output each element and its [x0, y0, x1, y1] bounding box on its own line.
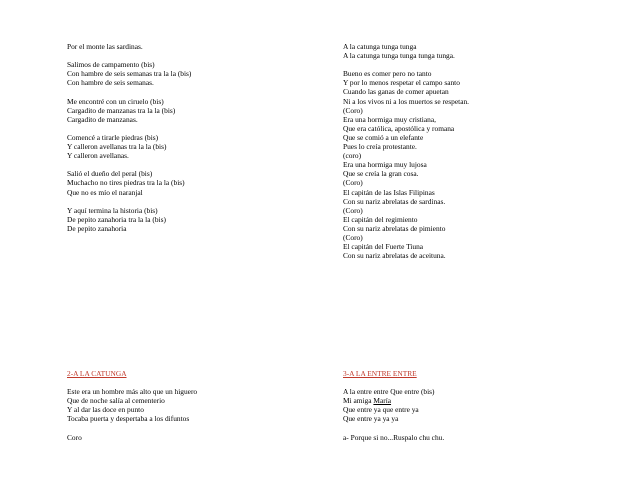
verse-text: Mi amiga	[343, 396, 374, 406]
verse-line: Que era católica, apostólica y romana	[343, 123, 455, 133]
verse-line: Cargadito de manzanas.	[67, 114, 138, 124]
verse-line: Salimos de campamento (bis)	[67, 60, 155, 70]
spacer	[343, 60, 469, 69]
verse-line: Que entre ya ya ya	[343, 414, 399, 424]
verse-line: (coro)	[343, 151, 362, 161]
verse-line: Pues lo creía protestante.	[343, 142, 417, 152]
verse-line: El capitán del Fuerte Tiuna	[343, 242, 424, 252]
verse-line: Bueno es comer pero no tanto	[343, 69, 432, 79]
spacer	[67, 160, 191, 169]
verse-line: Muchacho no tires piedras tra la la (bis)	[67, 178, 185, 188]
verse-line: Con su nariz abrelatas de pimiento	[343, 223, 446, 233]
verse-line: Y aquí termina la historia (bis)	[67, 205, 158, 215]
section-heading-catunga: 2-A LA CATUNGA	[67, 369, 127, 378]
verse-line: (Coro)	[343, 232, 363, 242]
spacer	[67, 124, 191, 133]
verse-line: Salió el dueño del peral (bis)	[67, 169, 153, 179]
catunga-verses	[67, 387, 197, 442]
verse-line: Que se comió a un elefante	[343, 132, 424, 142]
left-top-column	[67, 42, 191, 233]
verse-line: Tocaba puerta y despertaba a los difuntos	[67, 414, 190, 424]
verse-line: Que entre ya que entre ya	[343, 405, 419, 415]
verse-line: El capitán de las Islas Filipinas	[343, 187, 435, 197]
verse-line: Cargadito de manzanas tra la la (bis)	[67, 105, 176, 115]
section-heading-entre-entre: 3-A LA ENTRE ENTRE	[343, 369, 417, 378]
verse-line: A la entre entre Que entre (bis)	[343, 387, 435, 397]
spacer	[67, 197, 191, 206]
verse-line: a- Porque si no...Ruspalo chu chu.	[343, 432, 445, 442]
verse-line	[343, 396, 444, 405]
verse-line: De pepito zanahoria	[67, 223, 127, 233]
verse-line: Con su nariz abrelatas de sardinas.	[343, 196, 446, 206]
right-bottom-column	[343, 369, 444, 442]
verse-line: (Coro)	[343, 105, 363, 115]
verse-line: Me encontré con un ciruelo (bis)	[67, 96, 164, 106]
spacer	[67, 378, 197, 387]
verse-line: Y calleron avellanas tra la la (bis)	[67, 142, 167, 152]
verse-line: Era una hormiga muy cristiana,	[343, 114, 436, 124]
verse-line: Y por lo menos respetar el campo santo	[343, 78, 460, 88]
verse-line: Que de noche salía al cementerio	[67, 396, 165, 406]
verse-line: (Coro)	[343, 205, 363, 215]
verse-line: Y calleron avellanas.	[67, 151, 129, 161]
verse-line: Y al dar las doce en punto	[67, 405, 144, 415]
verse-line: De pepito zanahoria tra la la (bis)	[67, 214, 166, 224]
right-top-column	[343, 42, 469, 260]
verse-line: Era una hormiga muy lujosa	[343, 160, 427, 170]
underlined-name: María	[373, 396, 392, 406]
verse-line: Este era un hombre más alto que un higuero	[67, 387, 198, 397]
verse-line: Que se creía la gran cosa.	[343, 169, 419, 179]
verse-line: (Coro)	[343, 178, 363, 188]
verse-line: A la catunga tunga tunga	[343, 42, 417, 51]
verse-line: Ni a los vivos ni a los muertos se respetan.	[343, 96, 470, 106]
verse-line: Con hambre de seis semanas.	[67, 78, 154, 88]
spacer	[67, 424, 197, 433]
spacer	[343, 378, 444, 387]
verse-line: Que no es mío el naranjal	[67, 187, 143, 197]
spacer	[67, 51, 191, 60]
spacer	[343, 424, 444, 433]
verse-line: Coro	[67, 432, 82, 442]
verse-line: El capitán del regimiento	[343, 214, 418, 224]
spacer	[67, 87, 191, 96]
verse-line: Por el monte las sardinas.	[67, 42, 143, 51]
verse-line: Con hambre de seis semanas tra la la (bis)	[67, 69, 192, 79]
verse-line: Cuando las ganas de comer apuetan	[343, 87, 449, 97]
verse-line: A la catunga tunga tunga tunga tunga.	[343, 51, 455, 61]
verse-line: Con su nariz abrelatas de aceituna.	[343, 251, 446, 261]
left-bottom-column	[67, 369, 197, 442]
verse-line: Comencé a tirarle piedras (bis)	[67, 132, 159, 142]
